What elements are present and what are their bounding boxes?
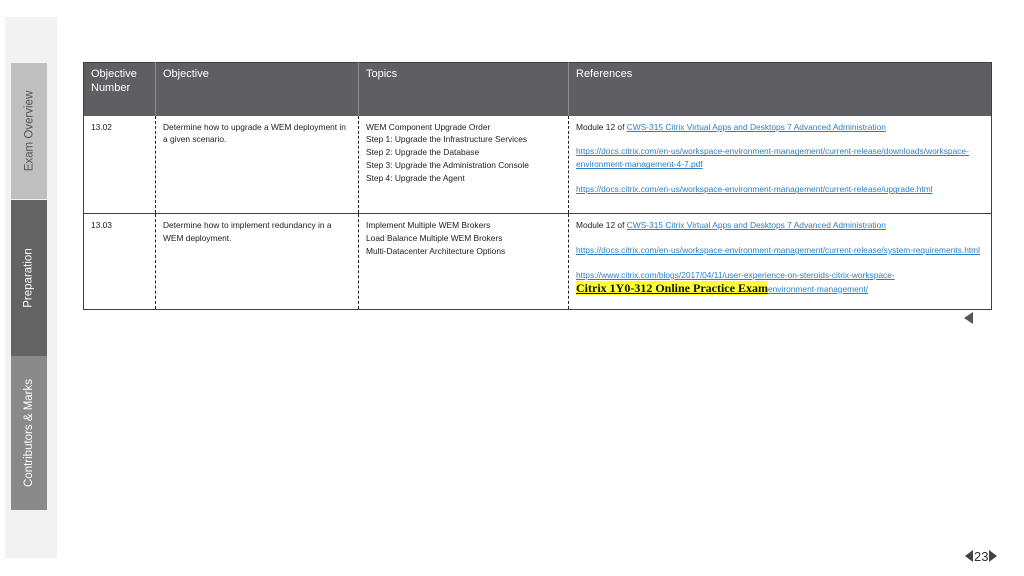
topic-item: Load Balance Multiple WEM Brokers: [366, 232, 503, 243]
topic-item: Step 3: Upgrade the Administration Console: [366, 160, 529, 171]
page-number: 23: [974, 548, 989, 564]
module-reference-prefix: Module 12 of: [576, 220, 627, 230]
header-objective-number: Objective Number: [84, 63, 156, 116]
page-navigator: [965, 548, 997, 564]
table-row: [84, 116, 992, 214]
topic-item: Step 2: Upgrade the Database: [366, 147, 480, 158]
previous-page-icon[interactable]: [965, 550, 973, 562]
topics-cell: [359, 116, 569, 214]
tab-contributors-marks-label: Contributors & Marks: [23, 378, 36, 488]
module-reference: [576, 121, 984, 134]
reference-link[interactable]: https://docs.citrix.com/en-us/workspace-environment-management/current-release/system-requirements.html: [576, 244, 981, 255]
topic-item: WEM Component Upgrade Order: [366, 121, 491, 132]
table-header-row: [84, 63, 992, 116]
tab-contributors-marks[interactable]: [11, 356, 47, 510]
objective-cell: Determine how to implement redundancy in a WEM deployment.: [156, 214, 359, 310]
module-reference: [576, 219, 984, 232]
reference-link-continued[interactable]: environment-management/: [767, 283, 869, 294]
table-row: [84, 214, 992, 310]
objective-number-cell: 13.03: [91, 220, 112, 230]
watermark-banner[interactable]: Citrix 1Y0-312 Online Practice Exam: [576, 280, 768, 295]
tab-preparation-label: Preparation: [23, 248, 35, 308]
reference-link[interactable]: https://docs.citrix.com/en-us/workspace-environment-management/current-release/upgrade.html: [576, 184, 933, 195]
next-page-icon[interactable]: [989, 550, 997, 562]
header-objective: Objective: [156, 63, 359, 116]
references-cell: [569, 116, 992, 214]
module-course-link[interactable]: CWS-315 Citrix Virtual Apps and Desktops 7 Advanced Administration: [626, 121, 886, 132]
watermark-line: [576, 282, 984, 296]
header-topics: Topics: [359, 63, 569, 116]
topic-item: Multi-Datacenter Architecture Options: [366, 245, 506, 256]
topic-item: Step 4: Upgrade the Agent: [366, 173, 465, 184]
reference-link[interactable]: https://docs.citrix.com/en-us/workspace-environment-management/current-release/downloads/workspace-environment-management-4-7.pdf: [576, 146, 969, 170]
reference-link[interactable]: https://www.citrix.com/blogs/2017/04/11/user-experience-on-steroids-citrix-workspace-: [576, 269, 895, 280]
objective-cell: Determine how to upgrade a WEM deployment in a given scenario.: [156, 116, 359, 214]
topic-item: Implement Multiple WEM Brokers: [366, 220, 491, 230]
tab-preparation[interactable]: [11, 200, 47, 356]
tab-exam-overview-label: Exam Overview: [23, 90, 35, 172]
back-arrow-icon[interactable]: [964, 312, 973, 324]
module-reference-prefix: Module 12 of: [576, 121, 627, 132]
header-references: References: [569, 63, 992, 116]
objectives-table: [83, 62, 992, 310]
tab-exam-overview[interactable]: [11, 63, 47, 199]
topics-cell: [359, 214, 569, 310]
topic-item: Step 1: Upgrade the Infrastructure Services: [366, 134, 528, 145]
references-cell: [569, 214, 992, 310]
module-course-link[interactable]: CWS-315 Citrix Virtual Apps and Desktops 7 Advanced Administration: [626, 220, 886, 230]
objective-number-cell: 13.02: [84, 116, 156, 214]
